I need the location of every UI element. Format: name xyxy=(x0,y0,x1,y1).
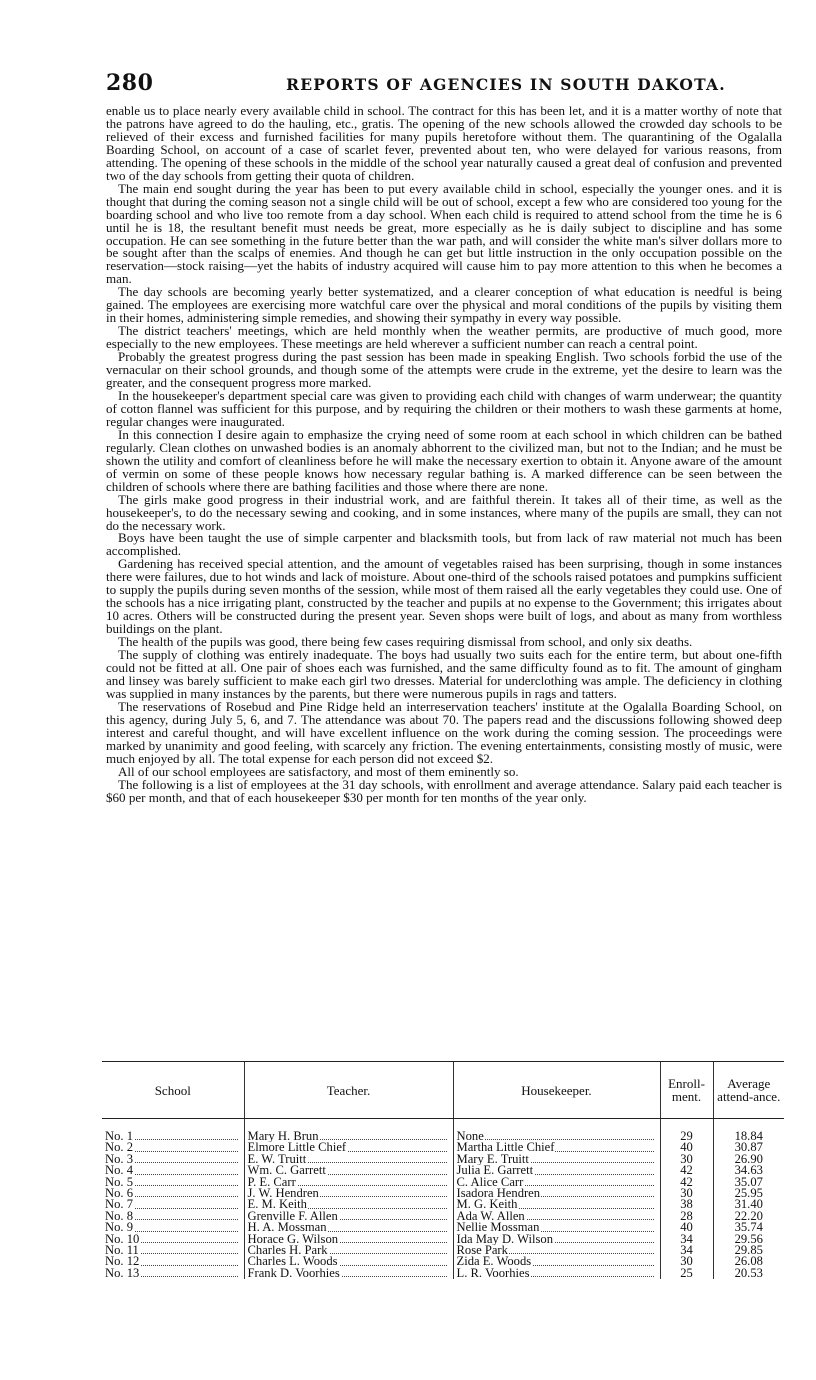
teacher-cell xyxy=(244,1245,453,1256)
teacher-cell-text: J. W. Hendren xyxy=(247,1188,319,1200)
running-head: REPORTS OF AGENCIES IN SOUTH DAKOTA. xyxy=(286,75,726,94)
teacher-cell-text: E. M. Keith xyxy=(247,1199,307,1211)
housekeeper-cell xyxy=(453,1211,660,1222)
attendance-cell: 35.74 xyxy=(713,1222,784,1233)
enrollment-cell: 34 xyxy=(660,1245,713,1256)
table-row xyxy=(102,1211,784,1222)
paragraph: In this connection I desire again to emphasize the crying need of some room at each school in which children can be bathed regularly. Clean clothes on unwashed bodies is an anomaly abhorrent to the civilized man, but not to the Indian; and he must be shown the utility and comfort of cleanliness before he will make the necessary exertion to obtain it. Anyone aware of the amount of vermin on some of these people knows how necessary regular bathing is. A marked difference can be seen between the children of schools where there are bathing facilities and those where there are none. xyxy=(106,426,782,494)
teacher-cell xyxy=(244,1154,453,1165)
school-cell xyxy=(102,1234,244,1245)
teacher-cell xyxy=(244,1199,453,1210)
teacher-cell-text: Charles H. Park xyxy=(247,1245,328,1257)
school-cell-text: No. 8 xyxy=(105,1210,133,1223)
housekeeper-cell-text: None xyxy=(456,1131,484,1143)
school-cell-text: No. 5 xyxy=(105,1176,133,1189)
housekeeper-cell xyxy=(453,1142,660,1153)
report-body xyxy=(106,105,782,1025)
teacher-cell-text: Charles L. Woods xyxy=(247,1256,338,1268)
paragraph: The reservations of Rosebud and Pine Ridge held an interreservation teachers' institute at the Ogalalla Boarding School, on this agency, during July 5, 6, and 7. The attendance was about 70. The papers read and the discussions following showed deep interest and careful thought, and will have excellent influence on the work during the coming session. The proceedings were marked by unanimity and good feeling, with scarcely any friction. The evening entertainments, consisting mostly of music, were much enjoyed by all. The total expense for each person did not exceed $2. xyxy=(106,698,782,766)
teacher-cell-text: H. A. Mossman xyxy=(247,1222,327,1234)
table-row xyxy=(102,1199,784,1210)
school-cell xyxy=(102,1165,244,1176)
school-cell xyxy=(102,1199,244,1210)
attendance-cell: 29.56 xyxy=(713,1234,784,1245)
table-row xyxy=(102,1131,784,1142)
leader-dots xyxy=(457,1139,654,1140)
school-cell xyxy=(102,1268,244,1279)
teacher-cell xyxy=(244,1211,453,1222)
paragraph: All of our school employees are satisfactory, and most of them eminently so. xyxy=(118,763,519,779)
column-header-attendance: Average attend-ance. xyxy=(713,1062,784,1119)
housekeeper-cell-text: Zida E. Woods xyxy=(456,1256,532,1268)
teacher-cell xyxy=(244,1131,453,1142)
paragraph: Boys have been taught the use of simple carpenter and blacksmith tools, but from lack of raw material not much has been accomplished. xyxy=(106,530,782,559)
attendance-cell: 35.07 xyxy=(713,1177,784,1188)
enrollment-cell: 42 xyxy=(660,1165,713,1176)
school-cell xyxy=(102,1177,244,1188)
enrollment-cell: 30 xyxy=(660,1188,713,1199)
paragraph: In the housekeeper's department special care was given to providing each child with changes of warm underwear; the quantity of cotton flannel was sufficient for this purpose, and by requiring the children or their mothers to wash these garments at home, regular changes were inaugurated. xyxy=(106,387,782,429)
housekeeper-cell xyxy=(453,1199,660,1210)
housekeeper-cell-text: Nellie Mossman xyxy=(456,1222,540,1234)
paragraph: Probably the greatest progress during the past session has been made in speaking English. Two schools forbid the use of the vernacular on their school grounds, and though some of the attempts were crude in the extreme, yet the desire to learn was the greater, and the consequent progress more marked. xyxy=(106,349,782,391)
paragraph: The girls make good progress in their industrial work, and are faithful therein. It takes all of their time, as well as the housekeeper's, to do the necessary sewing and cooking, and in some instances, where many of the pupils are small, they can not do the necessary work. xyxy=(106,491,782,533)
housekeeper-cell-text: Ada W. Allen xyxy=(456,1210,525,1223)
table-row xyxy=(102,1188,784,1199)
teacher-cell-text: Grenville F. Allen xyxy=(247,1210,338,1223)
table-header-row xyxy=(102,1062,784,1119)
column-header-enrollment: Enroll-ment. xyxy=(660,1062,713,1119)
school-cell-text: No. 11 xyxy=(105,1245,139,1257)
attendance-cell: 34.63 xyxy=(713,1165,784,1176)
attendance-cell: 20.53 xyxy=(713,1268,784,1279)
housekeeper-cell xyxy=(453,1165,660,1176)
school-cell-text: No. 13 xyxy=(105,1267,140,1280)
housekeeper-cell xyxy=(453,1177,660,1188)
school-cell xyxy=(102,1211,244,1222)
table-row xyxy=(102,1256,784,1267)
school-cell-text: No. 9 xyxy=(105,1222,133,1234)
attendance-cell: 26.90 xyxy=(713,1154,784,1165)
paragraph: The main end sought during the year has been to put every available child in school, especially the younger ones. and it is thought that during the coming season not a single child will be out of school, except a few who are considered too young for the boarding school and who live too remote from a day school. When each child is required to attend school from the time he is 6 until he is 18, the resultant benefit must needs be great, more especially as he is daily subject to discipline and has some occupation. He can see something in the future better than the war path, and will consider the white man's silver dollars more to be sought after than the scalps of enemies. And though he can get but little instruction in the only occupation possible on the reservation—stock raising—yet the habits of industry acquired will cause him to pay more attention to this when he becomes a man. xyxy=(106,180,782,287)
teacher-cell xyxy=(244,1234,453,1245)
housekeeper-cell xyxy=(453,1188,660,1199)
school-cell-text: No. 2 xyxy=(105,1142,133,1154)
teacher-cell xyxy=(244,1177,453,1188)
housekeeper-cell-text: Rose Park xyxy=(456,1245,508,1257)
school-cell xyxy=(102,1154,244,1165)
enrollment-cell: 42 xyxy=(660,1177,713,1188)
teacher-cell-text: Frank D. Voorhies xyxy=(247,1267,340,1280)
enrollment-cell: 30 xyxy=(660,1256,713,1267)
attendance-cell: 26.08 xyxy=(713,1256,784,1267)
housekeeper-cell-text: Martha Little Chief xyxy=(456,1142,555,1154)
teacher-cell-text: P. E. Carr xyxy=(247,1176,296,1189)
table-row xyxy=(102,1222,784,1233)
school-cell-text: No. 12 xyxy=(105,1256,140,1268)
attendance-cell: 29.85 xyxy=(713,1245,784,1256)
paragraph: The day schools are becoming yearly better systematized, and a clearer conception of what education is needful is being gained. The employees are exercising more watchful care over the physical and moral conditions of the pupils by visiting them in their homes, administering simple remedies, and showing their sympathy in every way possible. xyxy=(106,284,782,326)
housekeeper-cell xyxy=(453,1234,660,1245)
housekeeper-cell xyxy=(453,1222,660,1233)
teacher-cell xyxy=(244,1188,453,1199)
school-cell xyxy=(102,1256,244,1267)
enrollment-cell: 38 xyxy=(660,1199,713,1210)
teacher-cell-text: Elmore Little Chief xyxy=(247,1142,347,1154)
housekeeper-cell xyxy=(453,1154,660,1165)
school-cell xyxy=(102,1188,244,1199)
enrollment-cell: 28 xyxy=(660,1211,713,1222)
teacher-cell-text: Wm. C. Garrett xyxy=(247,1165,326,1177)
paragraph: Gardening has received special attention, and the amount of vegetables raised has been surprising, though in some instances there were failures, due to hot winds and lack of moisture. About one-third of the schools raised potatoes and pumpkins sufficient to supply the pupils during seven months of the session, while most of them raised all the early vegetables they could use. One of the schools has a nice irrigating plant, constructed by the teacher and pupils at no expense to the Government; this irrigates about 10 acres. Others will be constructed during the present year. Seven shops were built of logs, and about as many from worthless buildings on the plant. xyxy=(106,556,782,637)
school-cell-text: No. 6 xyxy=(105,1188,133,1200)
table-row xyxy=(102,1177,784,1188)
attendance-cell: 18.84 xyxy=(713,1131,784,1142)
school-cell-text: No. 4 xyxy=(105,1165,133,1177)
housekeeper-cell-text: Isadora Hendren xyxy=(456,1188,541,1200)
page-header xyxy=(106,70,786,100)
teacher-cell xyxy=(244,1165,453,1176)
attendance-cell: 30.87 xyxy=(713,1142,784,1153)
housekeeper-cell-text: Mary E. Truitt xyxy=(456,1153,529,1166)
enrollment-cell: 34 xyxy=(660,1234,713,1245)
teacher-cell xyxy=(244,1256,453,1267)
table-spacer-row xyxy=(102,1119,784,1132)
enrollment-cell: 40 xyxy=(660,1142,713,1153)
enrollment-cell: 40 xyxy=(660,1222,713,1233)
school-cell-text: No. 1 xyxy=(105,1131,133,1143)
teacher-cell-text: Mary H. Brun xyxy=(247,1131,319,1143)
housekeeper-cell xyxy=(453,1268,660,1279)
paragraph: The district teachers' meetings, which are held monthly when the weather permits, are productive of much good, more especially to the new employees. These meetings are held wherever a sufficient number can reach a central point. xyxy=(106,323,782,352)
table-row xyxy=(102,1245,784,1256)
paragraph: The following is a list of employees at the 31 day schools, with enrollment and average attendance. Salary paid each teacher is $60 per month, and that of each housekeeper $30 per month for ten months of the year only. xyxy=(106,776,782,805)
housekeeper-cell xyxy=(453,1245,660,1256)
school-cell xyxy=(102,1222,244,1233)
table-row xyxy=(102,1154,784,1165)
school-cell-text: No. 10 xyxy=(105,1233,140,1246)
teacher-cell-text: E. W. Truitt xyxy=(247,1153,307,1166)
teacher-cell-text: Horace G. Wilson xyxy=(247,1233,339,1246)
table-row xyxy=(102,1165,784,1176)
housekeeper-cell-text: M. G. Keith xyxy=(456,1199,518,1211)
column-header-housekeeper: Housekeeper. xyxy=(453,1062,660,1119)
housekeeper-cell-text: C. Alice Carr xyxy=(456,1176,524,1189)
table-row xyxy=(102,1234,784,1245)
teacher-cell xyxy=(244,1142,453,1153)
employee-table xyxy=(102,1061,784,1279)
attendance-cell: 25.95 xyxy=(713,1188,784,1199)
table-row xyxy=(102,1142,784,1153)
page-number: 280 xyxy=(106,70,154,96)
housekeeper-cell-text: Ida May D. Wilson xyxy=(456,1233,554,1246)
enrollment-cell: 29 xyxy=(660,1131,713,1142)
table-body xyxy=(102,1119,784,1280)
housekeeper-cell-text: Julia E. Garrett xyxy=(456,1165,534,1177)
school-cell-text: No. 3 xyxy=(105,1153,133,1166)
school-cell xyxy=(102,1245,244,1256)
attendance-cell: 31.40 xyxy=(713,1199,784,1210)
enrollment-cell: 30 xyxy=(660,1154,713,1165)
school-cell xyxy=(102,1142,244,1153)
school-cell-text: No. 7 xyxy=(105,1199,133,1211)
school-cell xyxy=(102,1131,244,1142)
housekeeper-cell xyxy=(453,1256,660,1267)
column-header-teacher: Teacher. xyxy=(244,1062,453,1119)
column-header-school: School xyxy=(102,1062,244,1119)
paragraph: enable us to place nearly every available child in school. The contract for this has been let, and it is a matter worthy of note that the patrons have agreed to do the hauling, etc., gratis. The opening of the new schools allowed the crowded day schools to be relieved of their excess and furnished facilities for many pupils heretofore without them. The quarantining of the Ogalalla Boarding School, on account of a case of scarlet fever, prevented about ten, who were delayed for various reasons, from attending. The opening of these schools in the middle of the school year naturally caused a great deal of confusion and prevented two of the day schools from getting their quota of children. xyxy=(106,105,782,183)
paragraph: The health of the pupils was good, there being few cases requiring dismissal from school, and only six deaths. xyxy=(118,634,693,650)
housekeeper-cell-text: L. R. Voorhies xyxy=(456,1267,530,1280)
teacher-cell xyxy=(244,1222,453,1233)
housekeeper-cell xyxy=(453,1131,660,1142)
enrollment-cell: 25 xyxy=(660,1268,713,1279)
table-row xyxy=(102,1268,784,1279)
teacher-cell xyxy=(244,1268,453,1279)
paragraph: The supply of clothing was entirely inadequate. The boys had usually two suits each for the entire term, but about one-fifth could not be fitted at all. One pair of shoes each was furnished, and the same difficulty found as to fit. The amount of gingham and linsey was barely sufficient to make each girl two dresses. Material for underclothing was ample. The deficiency in clothing was supplied in many instances by the parents, but there were numerous pupils in rags and tatters. xyxy=(106,647,782,701)
employee-table-container xyxy=(102,1061,784,1279)
attendance-cell: 22.20 xyxy=(713,1211,784,1222)
